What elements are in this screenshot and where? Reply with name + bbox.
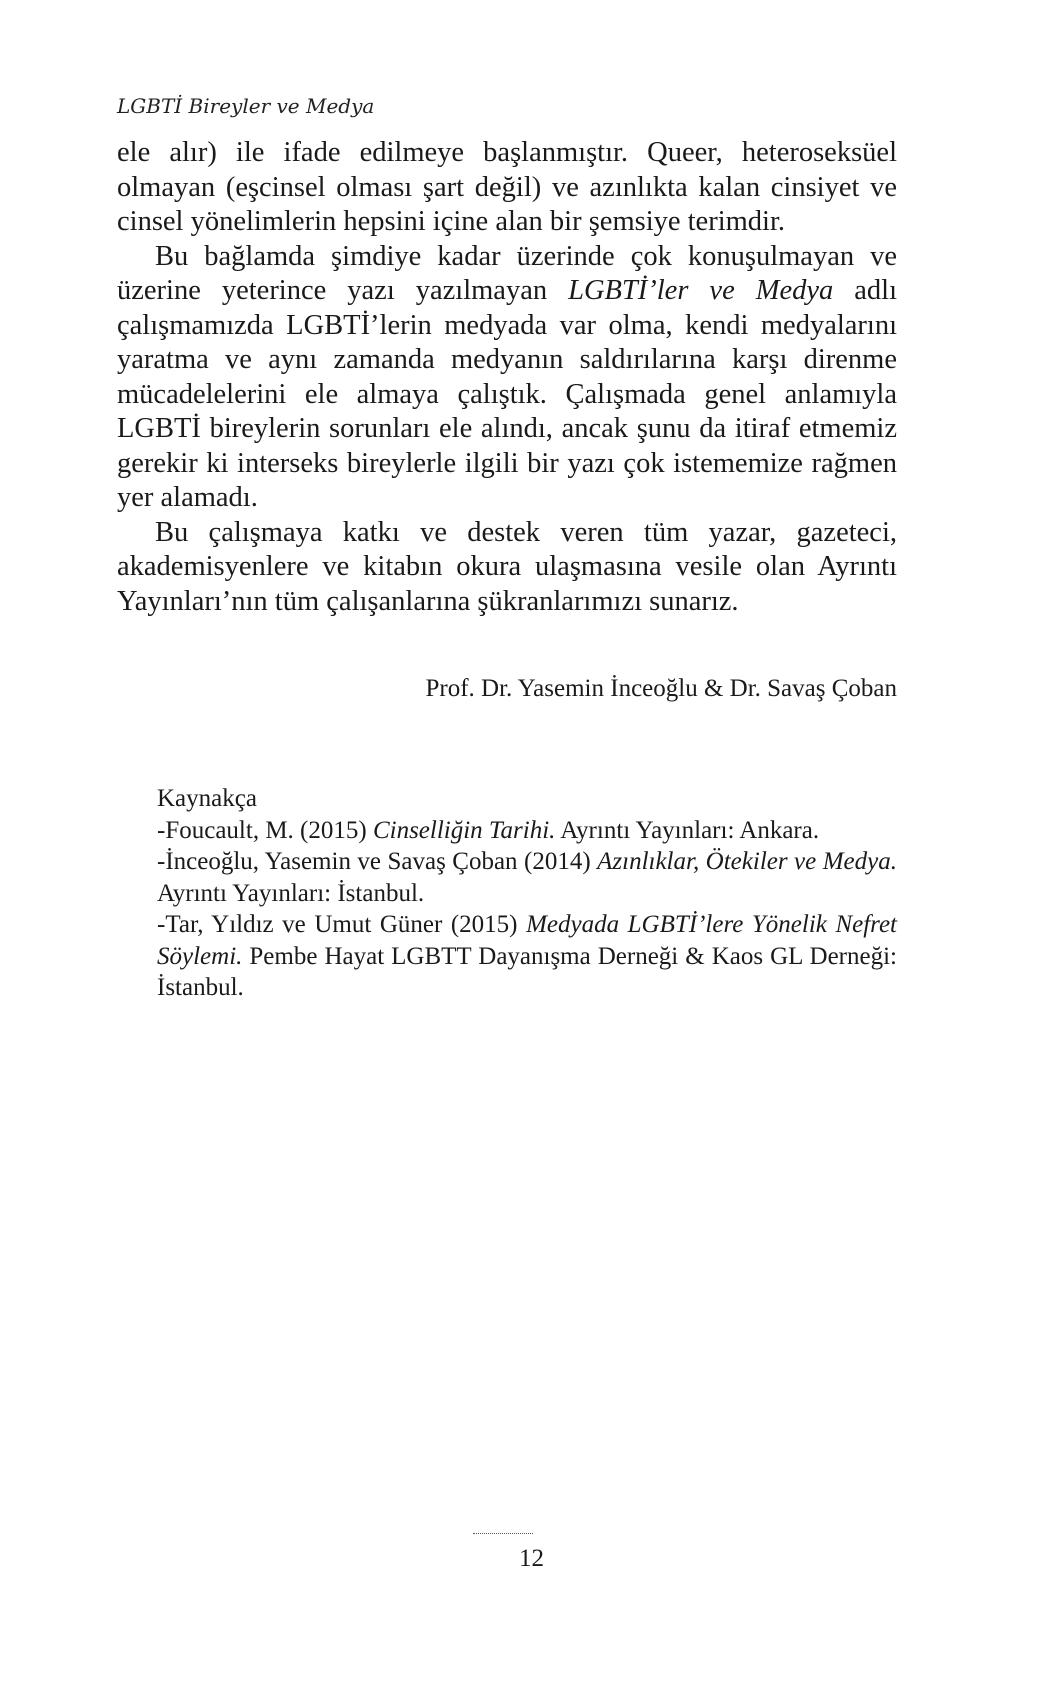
reference-item: [157, 909, 897, 1004]
paragraph-1: ele alır) ile ifade edilmeye başlanmıştır. Queer, heteroseksüel olmayan (eşcinsel olması şart değil) ve azınlıkta kalan cinsiyet ve cinsel yönelimlerin hepsini içine alan bir şemsiye terimdir.: [117, 137, 897, 237]
reference-author: -Foucault, M. (2015): [157, 816, 373, 844]
body-text: [117, 136, 897, 619]
reference-title: Medyada LGBTİ’lere Yönelik Nefret Söylemi.: [157, 911, 898, 970]
reference-title: Cinselliğin Tarihi.: [372, 816, 556, 844]
reference-publisher: Ayrıntı Yayınları: Ankara.: [555, 816, 820, 844]
reference-author: -Tar, Yıldız ve Umut Güner (2015): [157, 911, 527, 938]
reference-title: Azınlıklar, Ötekiler ve Medya.: [597, 848, 897, 875]
paragraph-2-text-end: adlı çalışmamızda LGBTİ’lerin medyada var olma, kendi medyalarını yaratma ve aynı zamanda medyanın saldırılarına karşı direnme mücadelelerini ele almaya çalıştık. Çalışmada genel anlamıyla LGBTİ bireylerin sorunları ele alındı, ancak şunu da itiraf etmemiz gerekir ki interseks bireylerle ilgili bir yazı çok istememize rağmen yer alamadı.: [117, 275, 897, 513]
book-title: LGBTİ’ler ve Medya: [568, 275, 834, 306]
reference-item: [157, 815, 897, 847]
paragraph-2-text-start: Bu bağlamda şimdiye kadar üzerinde çok konuşulmayan ve üzerine yeterince yazı yazılmayan: [117, 240, 897, 306]
reference-publisher: Pembe Hayat LGBTT Dayanışma Derneği & Kaos GL Derneği: İstanbul.: [157, 942, 897, 1001]
reference-author: -İnceoğlu, Yasemin ve Savaş Çoban (2014): [157, 848, 598, 875]
reference-publisher: Ayrıntı Yayınları: İstanbul.: [157, 879, 425, 907]
paragraph-2: [117, 240, 897, 516]
paragraph-3: Bu çalışmaya katkı ve destek veren tüm yazar, gazeteci, akademisyenlere ve kitabın okura ulaşmasına vesile olan Ayrıntı Yayınları’nın tüm çalışanlarına şükranlarımızı sunarız.: [117, 516, 897, 617]
page-number: 12: [519, 1545, 544, 1572]
references-heading: Kaynakça: [157, 785, 257, 812]
footer-divider: [473, 1533, 533, 1534]
signature: Prof. Dr. Yasemin İnceoğlu & Dr. Savaş Çoban: [425, 675, 897, 702]
reference-item: [157, 846, 897, 909]
references: [157, 783, 897, 1004]
running-head: LGBTİ Bireyler ve Medya: [117, 94, 375, 118]
